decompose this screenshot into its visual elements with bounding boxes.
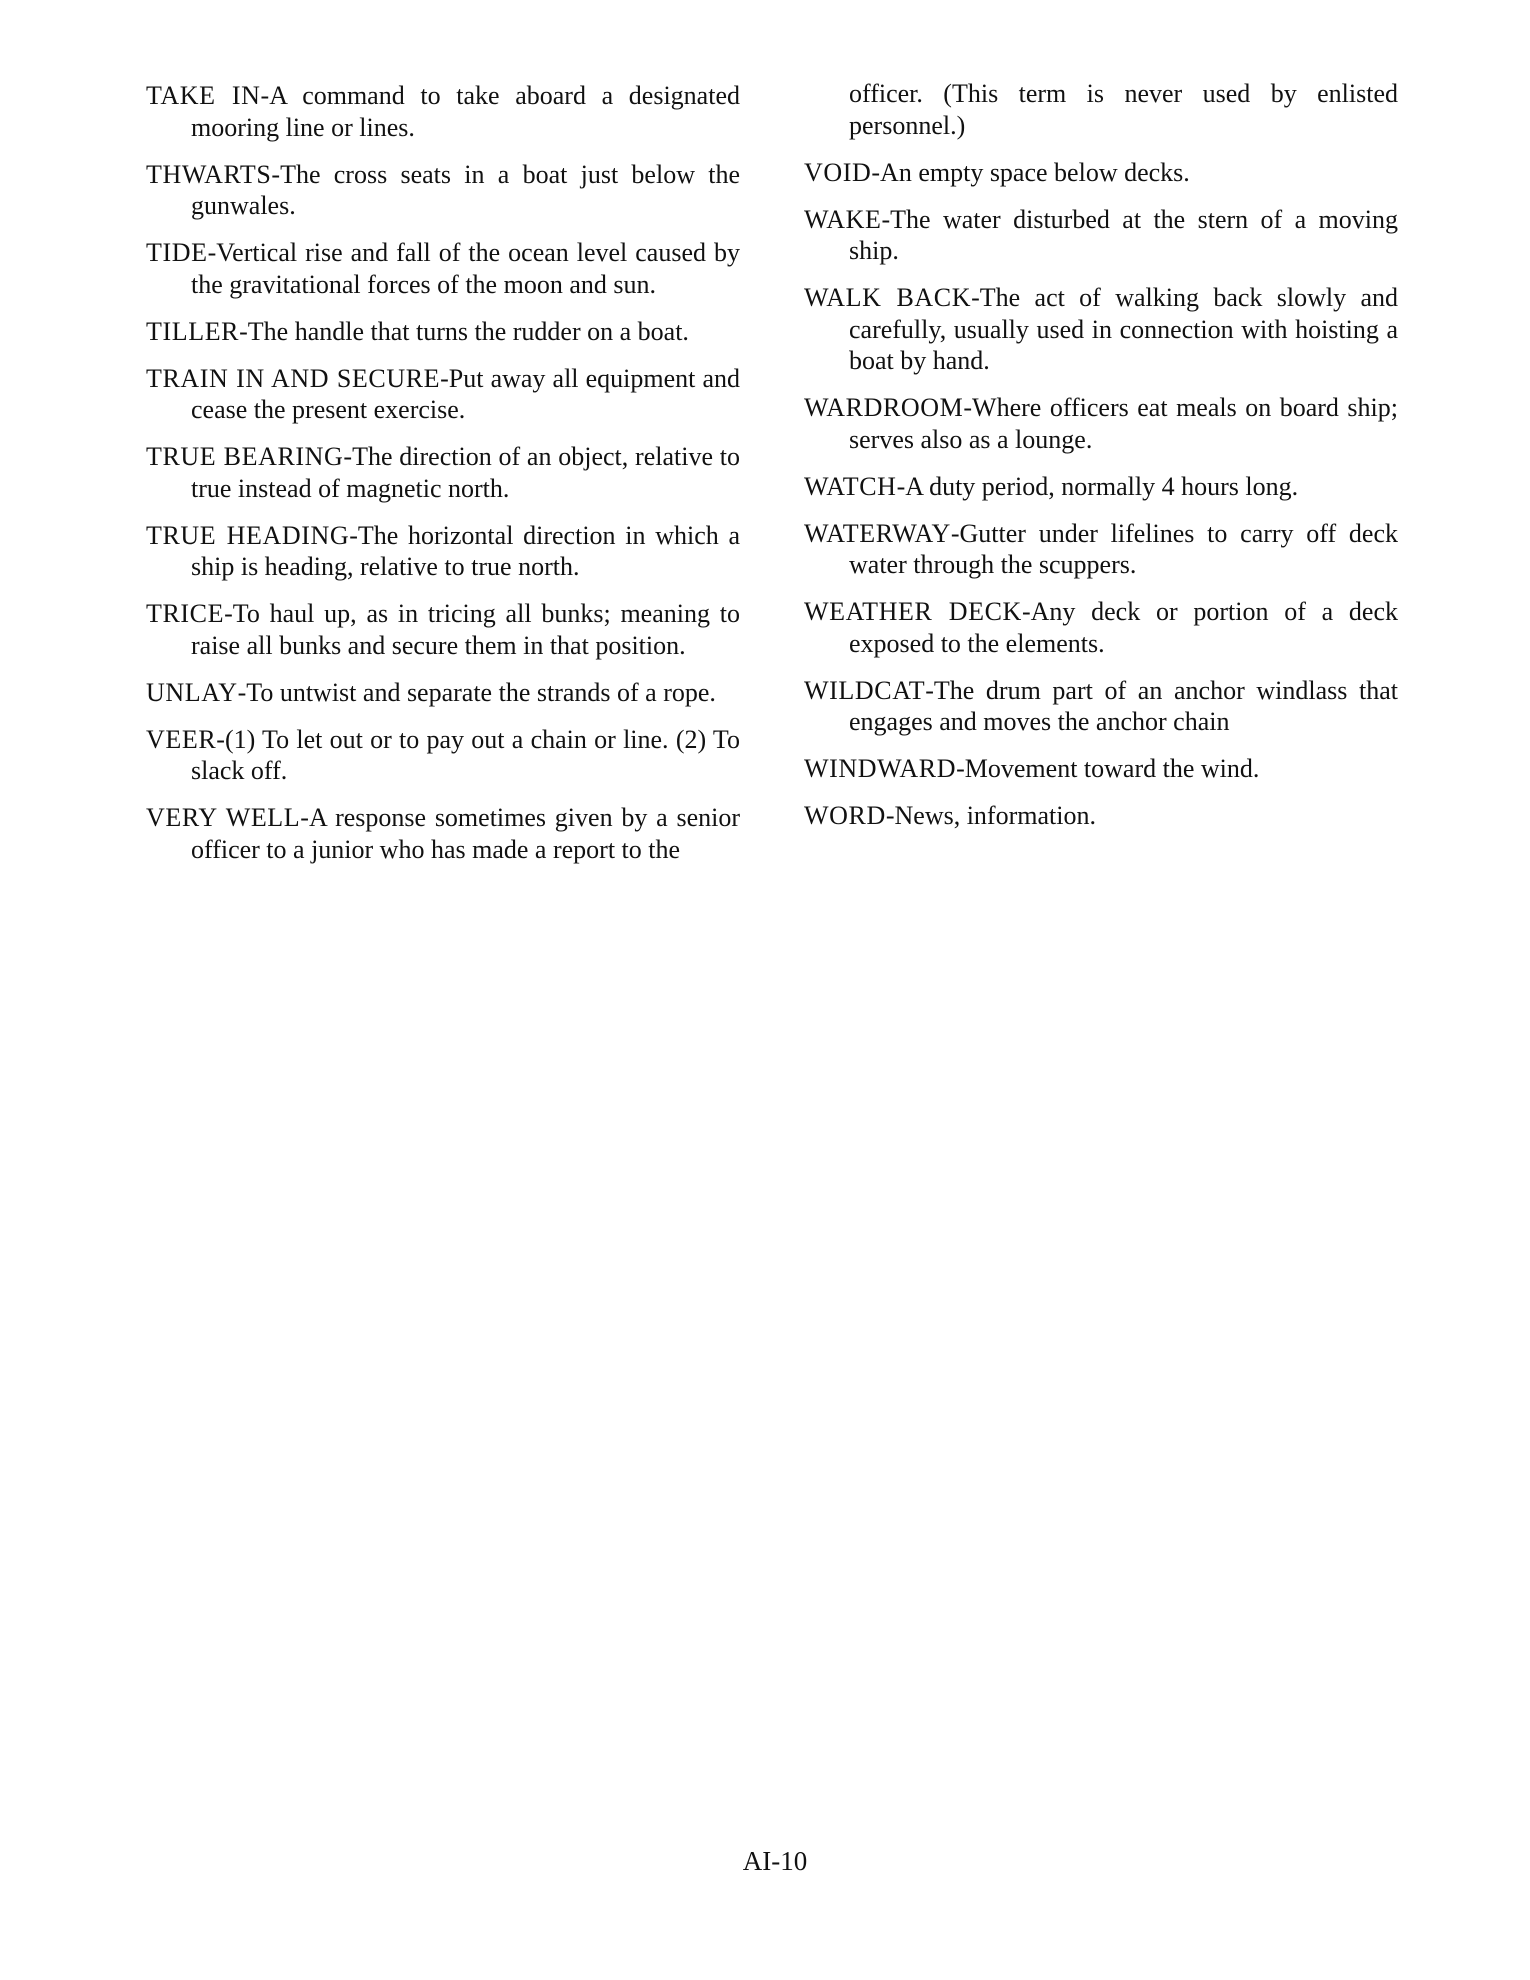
glossary-entry <box>146 441 740 504</box>
glossary-definition: -The handle that turns the rudder on a boat. <box>239 316 689 346</box>
glossary-term: WEATHER DECK <box>804 597 1022 626</box>
glossary-entry <box>804 392 1398 455</box>
glossary-definition: -Put away all equipment and cease the present exercise. <box>191 363 740 424</box>
glossary-definition: -Gutter under lifelines to carry off deck water through the scuppers. <box>849 518 1398 579</box>
glossary-definition: -The water disturbed at the stern of a moving ship. <box>849 204 1398 265</box>
glossary-entry <box>146 316 740 348</box>
glossary-term: WAKE <box>804 204 882 234</box>
glossary-entry <box>146 677 740 709</box>
glossary-term: THWARTS <box>146 159 272 189</box>
page-number: AI-10 <box>742 1846 808 1876</box>
glossary-definition: -An empty space below decks. <box>871 157 1190 187</box>
glossary-entry <box>804 204 1398 267</box>
glossary-definition: -News, information. <box>885 801 1096 830</box>
glossary-entry <box>146 159 740 222</box>
glossary-definition: -The direction of an object, relative to true instead of magnetic north. <box>191 442 740 503</box>
glossary-entry <box>804 800 1398 832</box>
glossary-entry <box>146 80 740 143</box>
glossary-definition: -The horizontal direction in which a ship is heading, relative to true north. <box>191 520 740 581</box>
glossary-entry <box>146 724 740 787</box>
glossary-entry <box>804 518 1398 581</box>
glossary-column-right <box>804 78 1398 847</box>
glossary-entry <box>146 363 740 426</box>
glossary-term: TRUE HEADING <box>146 520 350 550</box>
glossary-term: TRAIN IN AND SECURE <box>146 363 441 393</box>
glossary-definition: -The drum part of an anchor windlass that engages and moves the anchor chain <box>849 675 1398 736</box>
glossary-term: WATERWAY <box>804 518 951 548</box>
glossary-term: TRICE <box>146 599 225 628</box>
glossary-entry <box>804 753 1398 785</box>
glossary-entry <box>804 675 1398 738</box>
glossary-definition: -Where officers eat meals on board ship; serves also as a lounge. <box>849 393 1398 454</box>
glossary-entry <box>146 598 740 661</box>
glossary-definition: -A duty period, normally 4 hours long. <box>896 471 1299 501</box>
glossary-entry <box>146 237 740 300</box>
glossary-definition: -Any deck or portion of a deck exposed to the elements. <box>849 597 1398 658</box>
glossary-definition: -(1) To let out or to pay out a chain or line. (2) To slack off. <box>191 724 740 785</box>
glossary-term: VEER <box>146 724 217 754</box>
glossary-definition: -Movement toward the wind. <box>956 754 1260 783</box>
glossary-term: UNLAY <box>146 677 238 707</box>
glossary-entry <box>804 282 1398 377</box>
glossary-definition: -Vertical rise and fall of the ocean level caused by the gravitational forces of the moon and sun. <box>191 238 740 299</box>
glossary-entry <box>146 802 740 865</box>
glossary-term: WATCH <box>804 471 897 501</box>
glossary-definition: -A response sometimes given by a senior officer to a junior who has made a report to the <box>191 803 740 864</box>
glossary-term: TRUE BEARING <box>146 442 344 471</box>
glossary-term: WILDCAT <box>804 675 926 705</box>
glossary-term: WORD <box>804 801 886 830</box>
glossary-term: TAKE IN <box>146 81 261 110</box>
glossary-definition: -The act of walking back slowly and carefully, usually used in connection with hoisting a boat by hand. <box>849 283 1398 375</box>
glossary-entry <box>804 471 1398 503</box>
glossary-entry <box>146 520 740 583</box>
glossary-entry <box>804 157 1398 189</box>
glossary-definition: -To haul up, as in tricing all bunks; meaning to raise all bunks and secure them in that position. <box>191 599 740 660</box>
glossary-term: WARDROOM <box>804 393 964 422</box>
glossary-term: TIDE <box>146 238 208 267</box>
glossary-term: TILLER <box>146 316 240 346</box>
glossary-column-left <box>146 80 740 881</box>
glossary-definition: -A command to take aboard a designated mooring line or lines. <box>191 81 740 142</box>
entry-continuation: officer. (This term is never used by enlisted personnel.) <box>849 79 1398 140</box>
glossary-term: VOID <box>804 157 872 187</box>
glossary-term: WINDWARD <box>804 754 957 783</box>
glossary-term: WALK BACK <box>804 283 972 312</box>
glossary-definition: -To untwist and separate the strands of a rope. <box>237 677 716 707</box>
glossary-entry <box>804 596 1398 659</box>
glossary-term: VERY WELL <box>146 803 301 832</box>
glossary-definition: -The cross seats in a boat just below the gunwales. <box>191 159 740 220</box>
